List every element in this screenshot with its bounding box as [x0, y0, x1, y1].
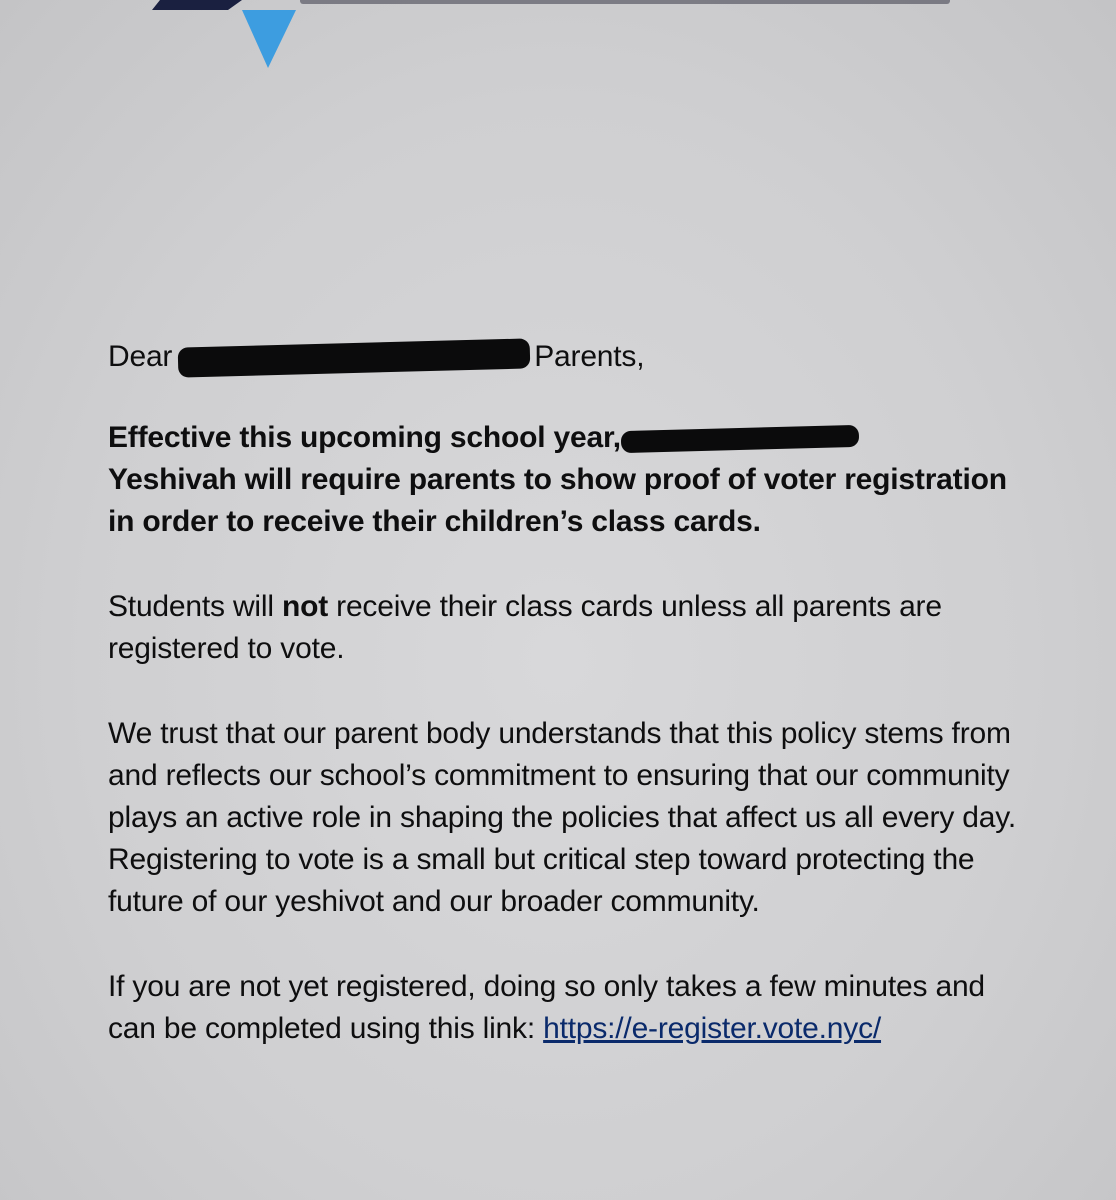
redacted-school-name: [178, 338, 531, 377]
logo-blue-triangle: [242, 10, 296, 68]
header-text-cutoff: [300, 0, 950, 4]
rationale-paragraph: We trust that our parent body understands that this policy stems from and reflects our school’s commitment to ensuring that our community plays an active role in shaping the policies that affect us all every day. Registering to vote is a small but critical step toward protecting the future of our yeshivot and our broader community.: [108, 717, 1016, 918]
registration-paragraph: [108, 966, 1028, 1050]
salutation-end: Parents,: [534, 340, 645, 373]
letter-body: [108, 336, 1028, 1093]
consequence-paragraph: [108, 586, 1028, 670]
consequence-emphasis: not: [281, 590, 329, 623]
logo-dark-chevron: [152, 0, 242, 10]
salutation: [108, 336, 1028, 378]
policy-paragraph: [108, 417, 1028, 543]
policy-rest: Yeshivah will require parents to show proof of voter registration in order to receive their children’s class cards.: [108, 463, 1007, 538]
consequence-start: Students will: [108, 590, 274, 623]
registration-link[interactable]: https://e-register.vote.nyc/: [543, 1012, 882, 1045]
policy-start: Effective this upcoming school year,: [108, 421, 621, 454]
consequence-end: receive their class cards unless all parents are registered to vote.: [108, 590, 942, 665]
redacted-school-name-2: [621, 425, 859, 453]
salutation-start: Dear: [108, 340, 173, 373]
registration-text: If you are not yet registered, doing so only takes a few minutes and can be completed using this link:: [108, 970, 985, 1045]
organization-logo-icon: [150, 0, 310, 80]
